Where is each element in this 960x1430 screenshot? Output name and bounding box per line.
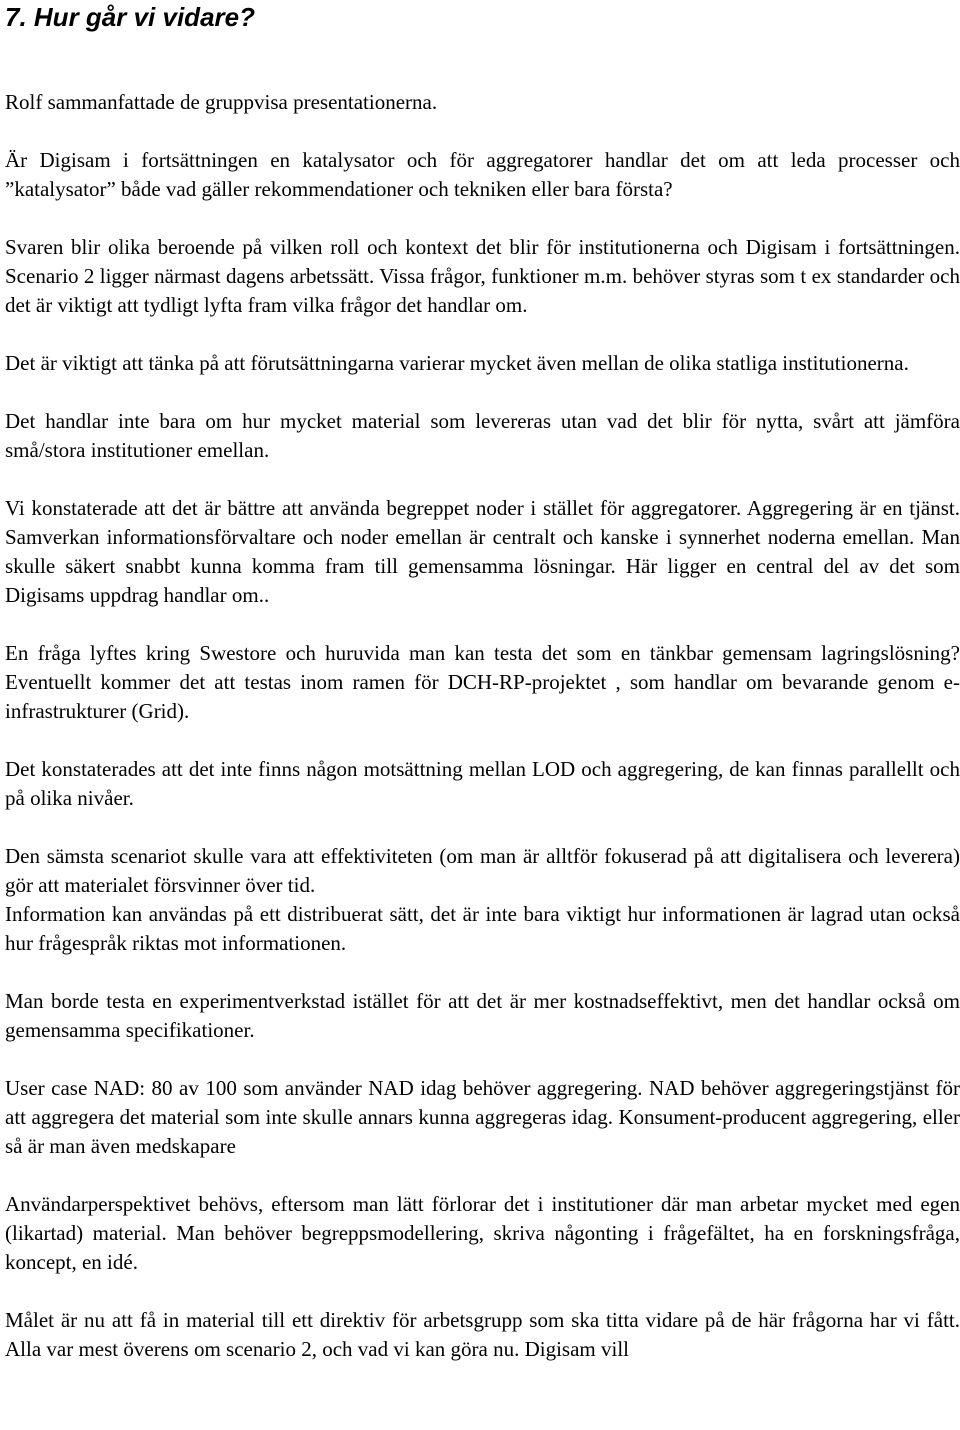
section-heading: 7. Hur går vi vidare? (5, 2, 255, 32)
paragraph-goal: Målet är nu att få in material till ett direktiv för arbetsgrupp som ska titta vidare på de här frågorna har vi fått. Alla var mest överens om scenario 2, och vad vi kan göra nu. Digisam vill (5, 1308, 960, 1361)
paragraph-lod: Det konstaterades att det inte finns någon motsättning mellan LOD och aggregering, de kan finnas parallellt och på olika nivåer. (5, 757, 960, 810)
paragraph-summary: Rolf sammanfattade de gruppvisa presentationerna. (5, 90, 438, 114)
paragraph-information-distributed: Information kan användas på ett distribuerat sätt, det är inte bara viktigt hur informationen är lagrad utan också hur frågespråk riktas mot informationen. (5, 902, 960, 955)
paragraph-answers-vary: Svaren blir olika beroende på vilken roll och kontext det blir för institutionerna och Digisam i fortsättningen. Scenario 2 ligger närmast dagens arbetssätt. Vissa frågor, funktioner m.m. behöver styras som t ex standarder och det är viktigt att tydligt lyfta fram vilka frågor det handlar om. (5, 235, 960, 317)
paragraph-experiment-workshop: Man borde testa en experimentverkstad istället för att det är mer kostnadseffektivt, men det handlar också om gemensamma specifikationer. (5, 989, 960, 1042)
paragraph-swestore: En fråga lyftes kring Swestore och huruvida man kan testa det som en tänkbar gemensam lagringslösning? Eventuellt kommer det att testas inom ramen för DCH-RP-projektet , som handlar om bevarande genom e-infrastrukturer (Grid). (5, 641, 960, 723)
paragraph-nodes: Vi konstaterade att det är bättre att använda begreppet noder i stället för aggregatorer. Aggregering är en tjänst. Samverkan informationsförvaltare och noder emellan är centralt och kanske i synnerhet noderna emellan. Man skulle säkert snabbt kunna komma fram till gemensamma lösningar. Här ligger en central del av det som Digisams uppdrag handlar om.. (5, 496, 960, 607)
paragraph-user-perspective: Användarperspektivet behövs, eftersom man lätt förlorar det i institutioner där man arbetar mycket med egen (likartad) material. Man behöver begreppsmodellering, skriva någonting i frågefältet, ha en forskningsfråga, koncept, en idé. (5, 1192, 960, 1274)
paragraph-worst-scenario: Den sämsta scenariot skulle vara att effektiviteten (om man är alltför fokuserad på att digitalisera och leverera) gör att materialet försvinner över tid. (5, 844, 960, 897)
paragraph-usefulness: Det handlar inte bara om hur mycket material som levereras utan vad det blir för nytta, svårt att jämföra små/stora institutioner emellan. (5, 409, 960, 462)
paragraph-nad-use-case: User case NAD: 80 av 100 som använder NAD idag behöver aggregering. NAD behöver aggregeringstjänst för att aggregera det material som inte skulle annars kunna aggregeras idag. Konsument-producent aggregering, eller så är man även medskapare (5, 1076, 960, 1158)
paragraph-conditions-vary: Det är viktigt att tänka på att förutsättningarna varierar mycket även mellan de olika statliga institutionerna. (5, 351, 909, 375)
document-body (5, 88, 960, 1364)
paragraph-catalyst-question: Är Digisam i fortsättningen en katalysator och för aggregatorer handlar det om att leda processer och ”katalysator” både vad gäller rekommendationer och tekniken eller bara första? (5, 148, 960, 201)
